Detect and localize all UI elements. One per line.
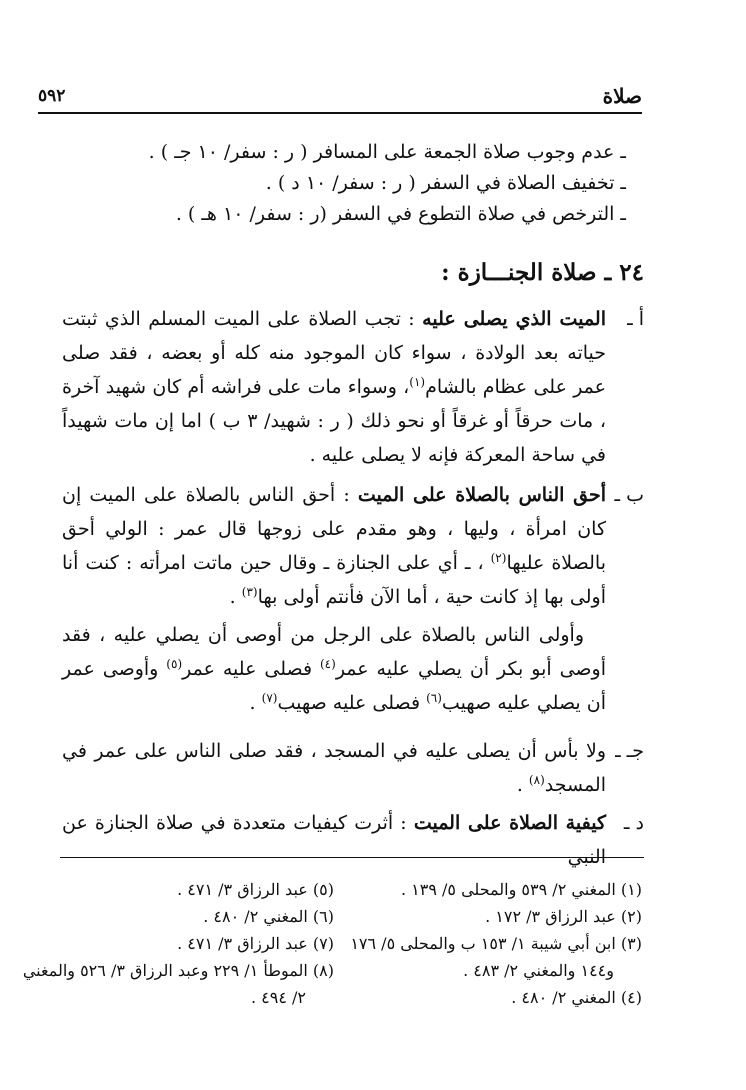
page-number: ٥٩٢ [38, 86, 66, 106]
paragraph-text: وأوصى عمر أن يصلي عليه صهيب [62, 658, 606, 714]
header-rule [38, 112, 642, 114]
footnote-ref[interactable]: (٤) [319, 657, 336, 671]
item-marker: ب ـ [614, 484, 644, 506]
paragraph-b-continued [62, 618, 644, 720]
paragraph-lead: الميت الذي يصلى عليه [422, 308, 606, 330]
footnotes-right-column [337, 876, 642, 1011]
section-heading: ٢٤ ـ صلاة الجنـــازة : [441, 259, 644, 286]
cross-reference-item: ـ الترخص في صلاة التطوع في السفر (ر : سفر/ ١٠ هـ ) . [175, 203, 626, 225]
item-marker: جـ ـ [615, 740, 644, 762]
main-text [62, 302, 644, 874]
footnote: (٣) ابن أبي شيبة ١/ ١٥٣ ب والمحلى ٥/ ١٧٦ [350, 934, 642, 953]
footnote-continuation: و١٤٤ والمغني ٢/ ٤٨٣ . [463, 961, 614, 980]
footnote: (٦) المغني ٢/ ٤٨٠ . [203, 907, 334, 926]
paragraph-text: ، ـ أي على الجنازة ـ وقال حين ماتت امرأته : كنت أنا أولى بها إذ كانت حية ، أما الآن فأنتم أولى بها [62, 552, 606, 608]
footnote-ref[interactable]: (٨) [528, 773, 545, 787]
cross-reference-item: ـ عدم وجوب صلاة الجمعة على المسافر ( ر : سفر/ ١٠ جـ ) . [148, 141, 626, 163]
footnote-ref[interactable]: (٢) [490, 551, 507, 565]
footnotes-left-column [22, 876, 334, 1011]
paragraph-lead: أحق الناس بالصلاة على الميت [357, 484, 606, 506]
paragraph-text: ، وسواء مات على فراشه أم كان شهيد آخرة ، مات حرقاً أو غرقاً أو نحو ذلك ( ر : شهيد/ ٣ ب ) اما إن مات شهيداً في ساحة المعركة فإنه لا يصلى عليه . [62, 376, 607, 466]
paragraph-text: . [249, 692, 262, 714]
paragraph-lead: كيفية الصلاة على الميت [413, 812, 606, 834]
footnote-continuation: ٢/ ٤٩٤ . [250, 988, 306, 1007]
paragraph-a [62, 302, 644, 472]
footnote-ref[interactable]: (٥) [166, 657, 183, 671]
paragraph-text: . [229, 586, 242, 608]
paragraph-text: فصلى عليه صهيب [277, 692, 427, 714]
paragraph-text: : أحق الناس بالصلاة على الميت إن كان امرأة ، وليها ، وهو مقدم على زوجها قال عمر : الولي أحق بالصلاة عليها [62, 484, 606, 574]
footnote: (١) المغني ٢/ ٥٣٩ والمحلى ٥/ ١٣٩ . [400, 880, 642, 899]
cross-reference-item: ـ تخفيف الصلاة في السفر ( ر : سفر/ ١٠ د ) . [265, 172, 626, 194]
item-marker: أ ـ [627, 308, 644, 330]
footnote-ref[interactable]: (٦) [426, 691, 442, 705]
paragraph-text: ولا بأس أن يصلى عليه في المسجد ، فقد صلى الناس على عمر في المسجد [62, 740, 606, 796]
footnote-ref[interactable]: (١) [409, 375, 426, 389]
paragraph-text: : تجب الصلاة على الميت المسلم الذي ثبتت حياته بعد الولادة ، سواء كان الموجود منه كله أو بعضه ، فقد صلى عمر على عظام بالشام [62, 308, 606, 398]
footnote: (٨) الموطأ ١/ ٢٢٩ وعبد الرزاق ٣/ ٥٢٦ والمغني [22, 961, 334, 980]
footnote-ref[interactable]: (٣) [241, 585, 258, 599]
paragraph-text: فصلى عليه عمر [182, 658, 320, 680]
paragraph-d [62, 806, 644, 874]
paragraph-b [62, 478, 644, 614]
item-marker: د ـ [623, 812, 644, 834]
running-title: صلاة [602, 84, 642, 108]
footnote: (٤) المغني ٢/ ٤٨٠ . [511, 988, 642, 1007]
footnote: (٥) عبد الرزاق ٣/ ٤٧١ . [177, 880, 334, 899]
paragraph-text: : أثرت كيفيات متعددة في صلاة الجنازة عن النبي [62, 812, 606, 868]
paragraph-text: وأولى الناس بالصلاة على الرجل من أوصى أن يصلي عليه ، فقد أوصى أبو بكر أن يصلي عليه عمر [62, 624, 606, 680]
footnote-rule [60, 857, 644, 858]
page-header [38, 84, 642, 110]
paragraph-text: . [516, 774, 529, 796]
paragraph-j [62, 734, 644, 802]
footnote: (٢) عبد الرزاق ٣/ ١٧٢ . [485, 907, 642, 926]
cross-reference-list [106, 137, 626, 230]
footnote-ref[interactable]: (٧) [261, 691, 278, 705]
footnote: (٧) عبد الرزاق ٣/ ٤٧١ . [177, 934, 334, 953]
